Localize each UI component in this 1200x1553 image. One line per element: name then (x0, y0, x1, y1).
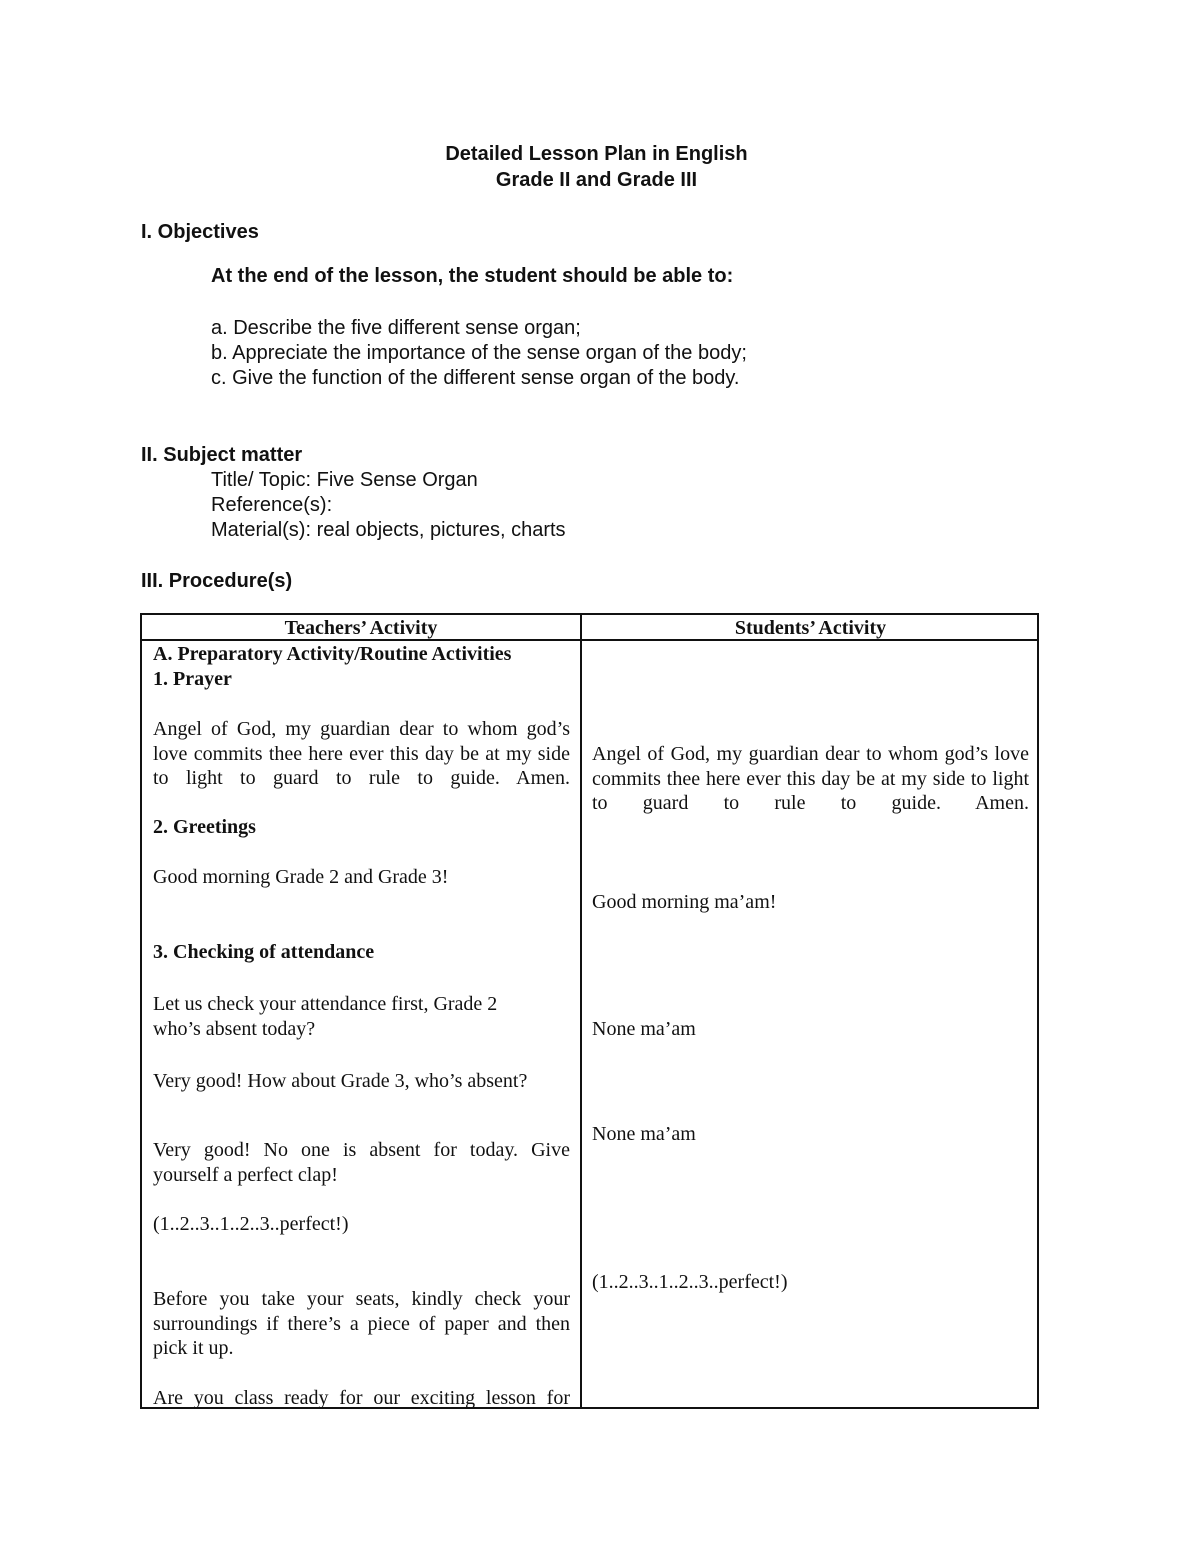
teacher-clap: (1..2..3..1..2..3..perfect!) (153, 1213, 349, 1235)
student-greetings-reply: Good morning ma’am! (592, 891, 777, 913)
teacher-greetings-text: Good morning Grade 2 and Grade 3! (153, 866, 449, 888)
attendance-heading: 3. Checking of attendance (153, 941, 375, 963)
objective-item-c: c. Give the function of the different sense organ of the body. (211, 367, 740, 389)
procedure-heading: III. Procedure(s) (141, 570, 293, 592)
document-subtitle: Grade II and Grade III (495, 169, 698, 191)
teacher-ready: Are you class ready for our exciting lesson for (153, 1387, 570, 1409)
section-a-heading: A. Preparatory Activity/Routine Activities (153, 643, 512, 665)
teacher-attendance-praise: Very good! No one is absent for today. Give yourself a perfect clap! (153, 1139, 570, 1186)
student-attendance-a1: None ma’am (592, 1018, 696, 1040)
objective-item-a: a. Describe the five different sense organ; (211, 317, 581, 339)
teacher-surroundings: Before you take your seats, kindly check your surroundings if there’s a piece of paper and then pick it up. (153, 1288, 570, 1359)
document-title: Detailed Lesson Plan in English (445, 143, 748, 165)
objective-item-b: b. Appreciate the importance of the sense organ of the body; (211, 342, 747, 364)
student-prayer-text: Angel of God, my guardian dear to whom god’s love commits thee here ever this day be at my side to light to guard to rule to guide. Amen. (592, 743, 1029, 814)
prayer-heading: 1. Prayer (153, 668, 232, 690)
objectives-heading: I. Objectives (141, 221, 259, 243)
teacher-attendance-q1: Let us check your attendance first, Grade 2 who’s absent today? (153, 993, 498, 1040)
subject-topic: Title/ Topic: Five Sense Organ (211, 469, 478, 491)
student-clap: (1..2..3..1..2..3..perfect!) (592, 1271, 788, 1293)
table-column-divider (580, 615, 582, 1407)
teacher-prayer-text: Angel of God, my guardian dear to whom god’s love commits thee here ever this day be at my side to light to guard to rule to guide. Amen. (153, 718, 570, 789)
teacher-attendance-q2: Very good! How about Grade 3, who’s absent? (153, 1070, 528, 1092)
header-students-activity: Students’ Activity (734, 617, 887, 639)
student-attendance-a2: None ma’am (592, 1123, 696, 1145)
header-teachers-activity: Teachers’ Activity (284, 617, 438, 639)
subject-materials: Material(s): real objects, pictures, charts (211, 519, 566, 541)
objectives-intro: At the end of the lesson, the student should be able to: (211, 265, 734, 287)
procedure-table (140, 613, 1039, 1409)
subject-matter-heading: II. Subject matter (141, 444, 303, 466)
subject-references: Reference(s): (211, 494, 333, 516)
greetings-heading: 2. Greetings (153, 816, 256, 838)
